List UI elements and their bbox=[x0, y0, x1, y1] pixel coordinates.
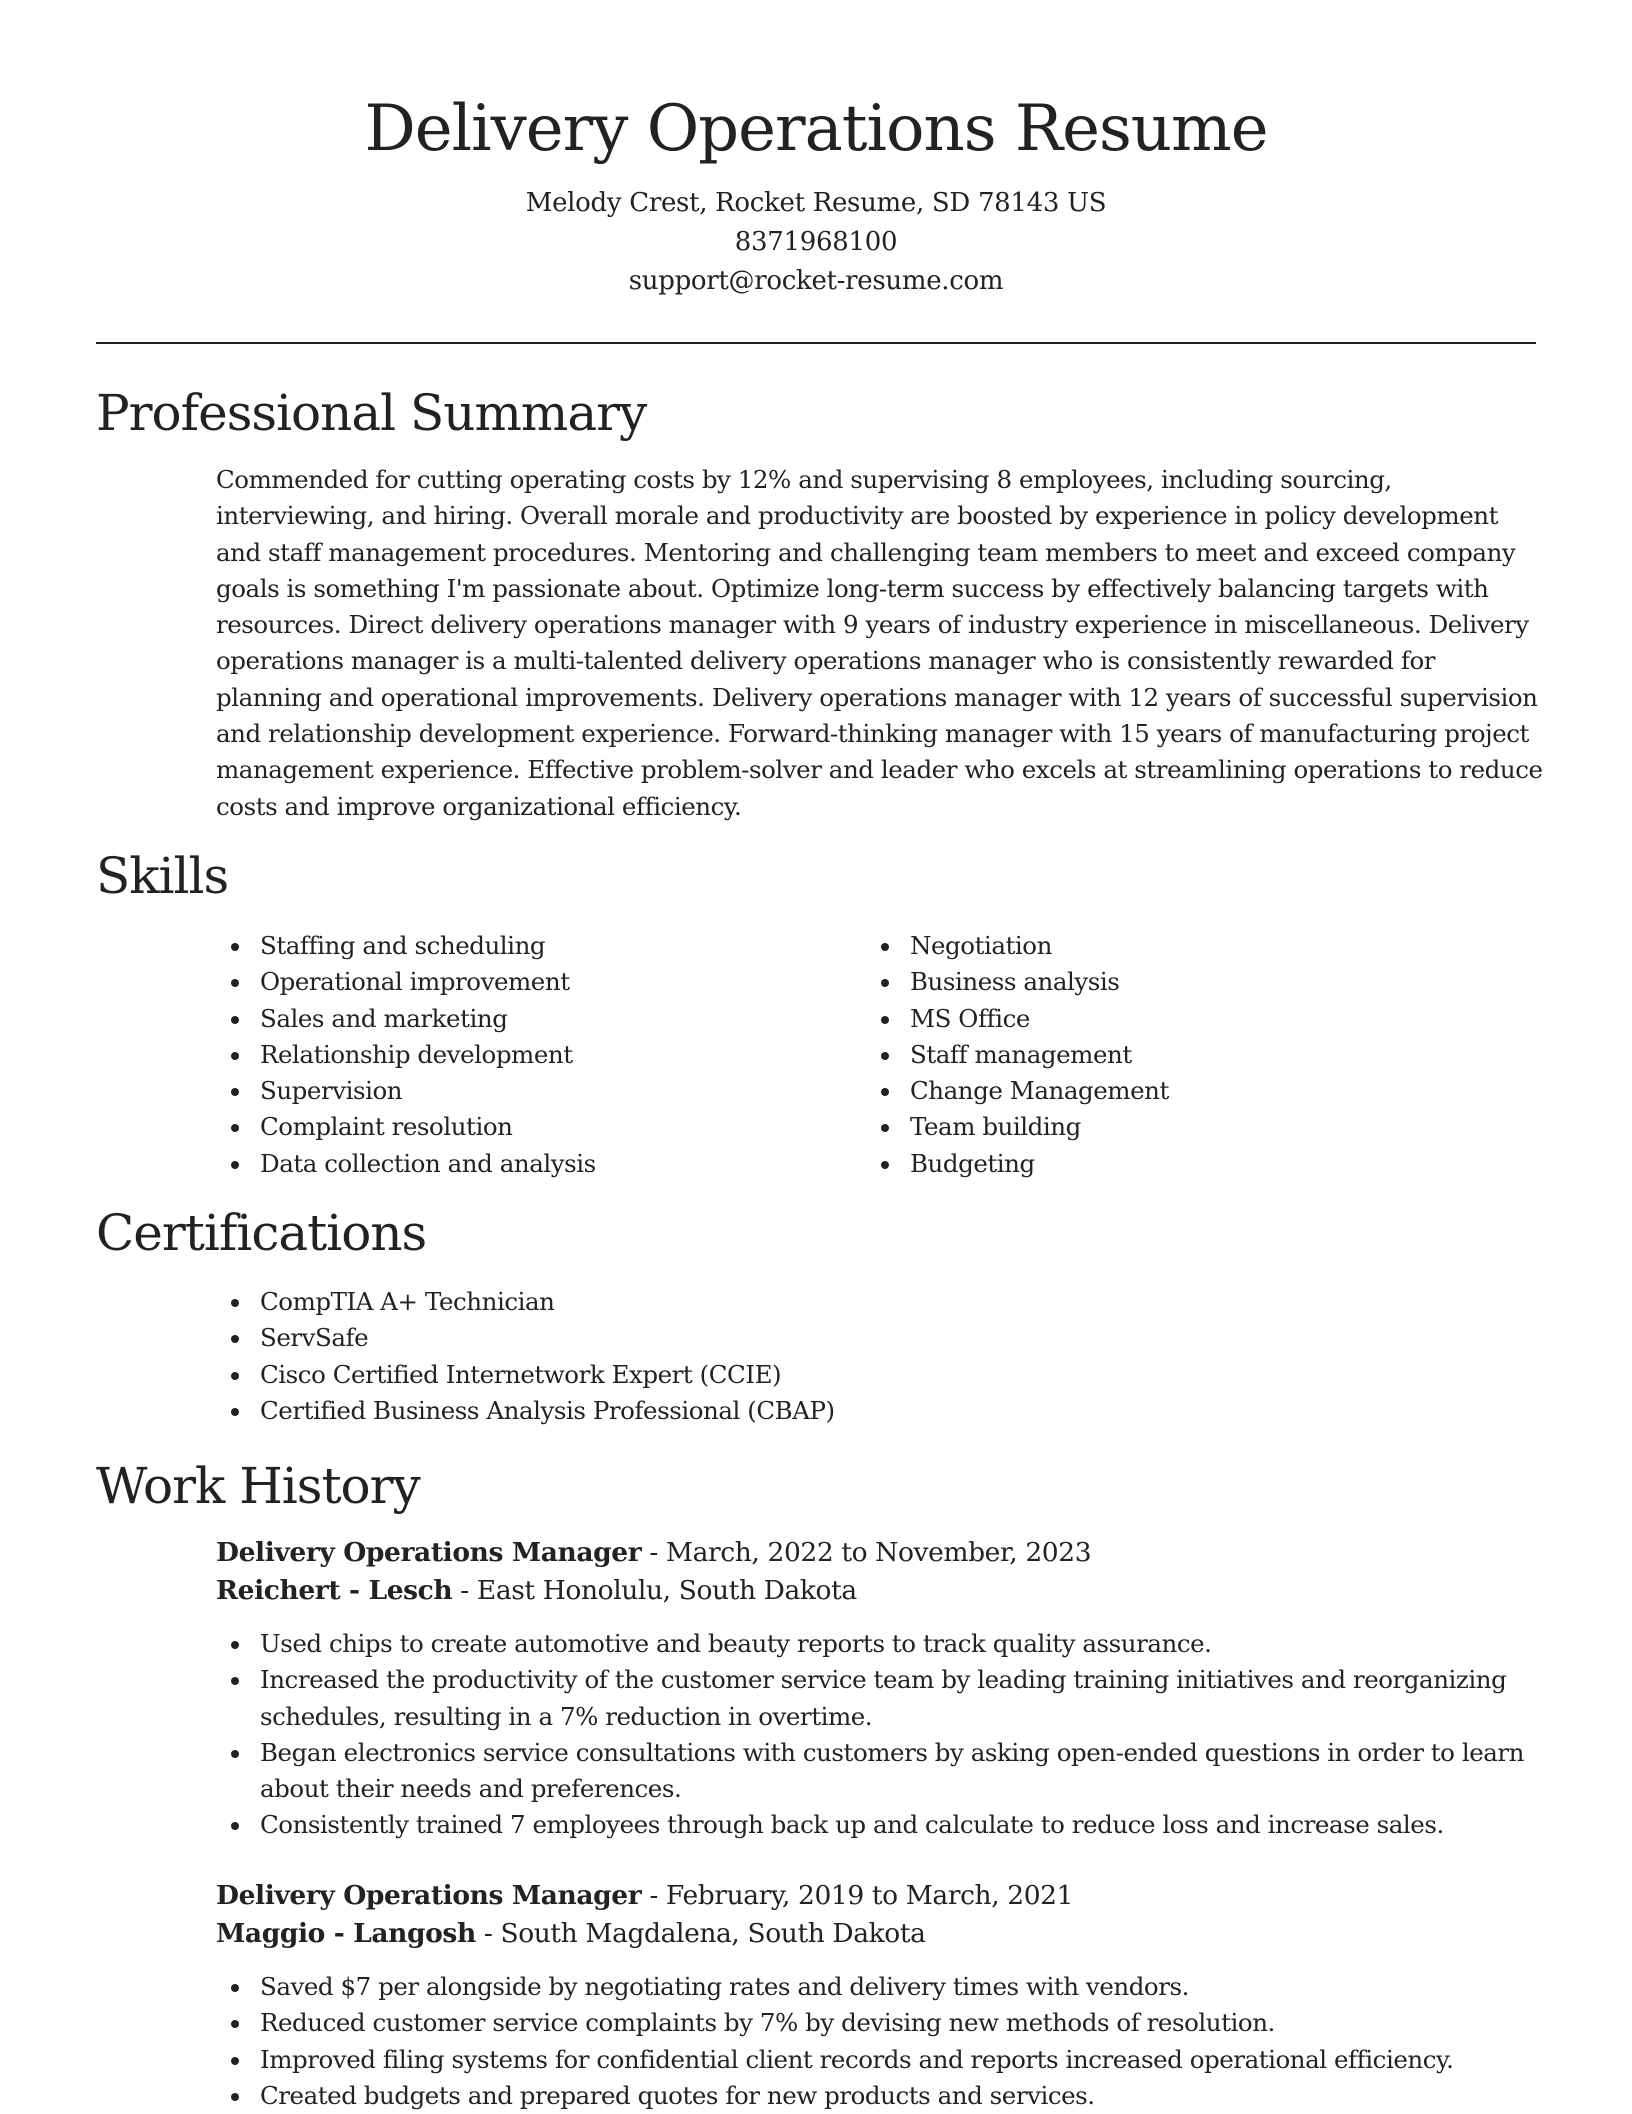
job-separator: - bbox=[641, 1880, 666, 1911]
job-bullets bbox=[216, 1969, 1546, 2114]
contact-email: support@rocket-resume.com bbox=[628, 266, 1004, 296]
skill-item: Data collection and analysis bbox=[216, 1146, 856, 1182]
skills-list-left bbox=[216, 928, 856, 1182]
job-bullet: Used chips to create automotive and beauty reports to track quality assurance. bbox=[216, 1626, 1546, 1662]
certification-item: Certified Business Analysis Professional (CBAP) bbox=[216, 1393, 1516, 1429]
certifications-heading: Certifications bbox=[96, 1204, 427, 1262]
skill-item: Business analysis bbox=[866, 964, 1506, 1000]
job-separator: - bbox=[452, 1575, 477, 1606]
job-bullet: Began electronics service consultations with customers by asking open-ended questions in order to learn about their needs and preferences. bbox=[216, 1735, 1546, 1808]
skill-item: Operational improvement bbox=[216, 964, 856, 1000]
job-entry bbox=[216, 1877, 1546, 2114]
job-title-line bbox=[216, 1877, 1546, 1915]
job-company: Maggio - Langosh bbox=[216, 1918, 476, 1949]
job-role: Delivery Operations Manager bbox=[216, 1537, 642, 1568]
job-location: South Magdalena, South Dakota bbox=[500, 1918, 926, 1949]
skill-item: Budgeting bbox=[866, 1146, 1506, 1182]
contact-phone: 8371968100 bbox=[734, 227, 898, 257]
job-bullet: Improved filing systems for confidential client records and reports increased operational efficiency. bbox=[216, 2042, 1546, 2078]
summary-heading: Professional Summary bbox=[96, 384, 647, 442]
job-location: East Honolulu, South Dakota bbox=[476, 1575, 857, 1606]
job-separator: - bbox=[641, 1537, 666, 1568]
job-entry bbox=[216, 1534, 1546, 1844]
skill-item: Supervision bbox=[216, 1073, 856, 1109]
contact-address: Melody Crest, Rocket Resume, SD 78143 US bbox=[525, 188, 1107, 218]
job-bullet: Reduced customer service complaints by 7% by devising new methods of resolution. bbox=[216, 2005, 1546, 2041]
summary-text: Commended for cutting operating costs by 12% and supervising 8 employees, including sourcing, interviewing, and hiring. Overall morale and productivity are boosted by experience in policy development and staff management procedures. Mentoring and challenging team members to meet and exceed company goals is something I'm passionate about. Optimize long-term success by effectively balancing targets with resources. Direct delivery operations manager with 9 years of industry experience in miscellaneous. Delivery operations manager is a multi-talented delivery operations manager who is consistently rewarded for planning and operational improvements. Delivery operations manager with 12 years of successful supervision and relationship development experience. Forward-thinking manager with 15 years of manufacturing project management experience. Effective problem-solver and leader who excels at streamlining operations to reduce costs and improve organizational efficiency. bbox=[216, 465, 1543, 821]
skill-item: Team building bbox=[866, 1109, 1506, 1145]
job-bullet: Created budgets and prepared quotes for new products and services. bbox=[216, 2078, 1546, 2114]
job-company: Reichert - Lesch bbox=[216, 1575, 453, 1606]
skill-item: MS Office bbox=[866, 1001, 1506, 1037]
job-bullet: Saved $7 per alongside by negotiating rates and delivery times with vendors. bbox=[216, 1969, 1546, 2005]
certifications-list bbox=[216, 1284, 1516, 1429]
job-title-line bbox=[216, 1534, 1546, 1572]
skill-item: Staffing and scheduling bbox=[216, 928, 856, 964]
job-bullet: Increased the productivity of the customer service team by leading training initiatives and reorganizing schedules, resulting in a 7% reduction in overtime. bbox=[216, 1662, 1546, 1735]
certification-item: CompTIA A+ Technician bbox=[216, 1284, 1516, 1320]
job-company-line bbox=[216, 1572, 1546, 1610]
job-dates: February, 2019 to March, 2021 bbox=[665, 1880, 1074, 1911]
job-separator: - bbox=[475, 1918, 501, 1949]
contact-block bbox=[0, 184, 1632, 301]
work-history-heading: Work History bbox=[96, 1457, 420, 1515]
job-bullets bbox=[216, 1626, 1546, 1844]
skill-item: Negotiation bbox=[866, 928, 1506, 964]
skill-item: Staff management bbox=[866, 1037, 1506, 1073]
skills-heading: Skills bbox=[96, 847, 229, 905]
job-dates: March, 2022 to November, 2023 bbox=[665, 1537, 1092, 1568]
job-bullet: Consistently trained 7 employees through back up and calculate to reduce loss and increase sales. bbox=[216, 1807, 1546, 1843]
skill-item: Complaint resolution bbox=[216, 1109, 856, 1145]
job-role: Delivery Operations Manager bbox=[216, 1880, 642, 1911]
resume-title: Delivery Operations Resume bbox=[364, 92, 1268, 166]
skill-item: Relationship development bbox=[216, 1037, 856, 1073]
certification-item: Cisco Certified Internetwork Expert (CCIE) bbox=[216, 1357, 1516, 1393]
skill-item: Change Management bbox=[866, 1073, 1506, 1109]
resume-header bbox=[0, 0, 1632, 301]
certification-item: ServSafe bbox=[216, 1320, 1516, 1356]
job-company-line bbox=[216, 1915, 1546, 1953]
header-divider bbox=[96, 342, 1536, 344]
skill-item: Sales and marketing bbox=[216, 1001, 856, 1037]
skills-list-right bbox=[866, 928, 1506, 1182]
